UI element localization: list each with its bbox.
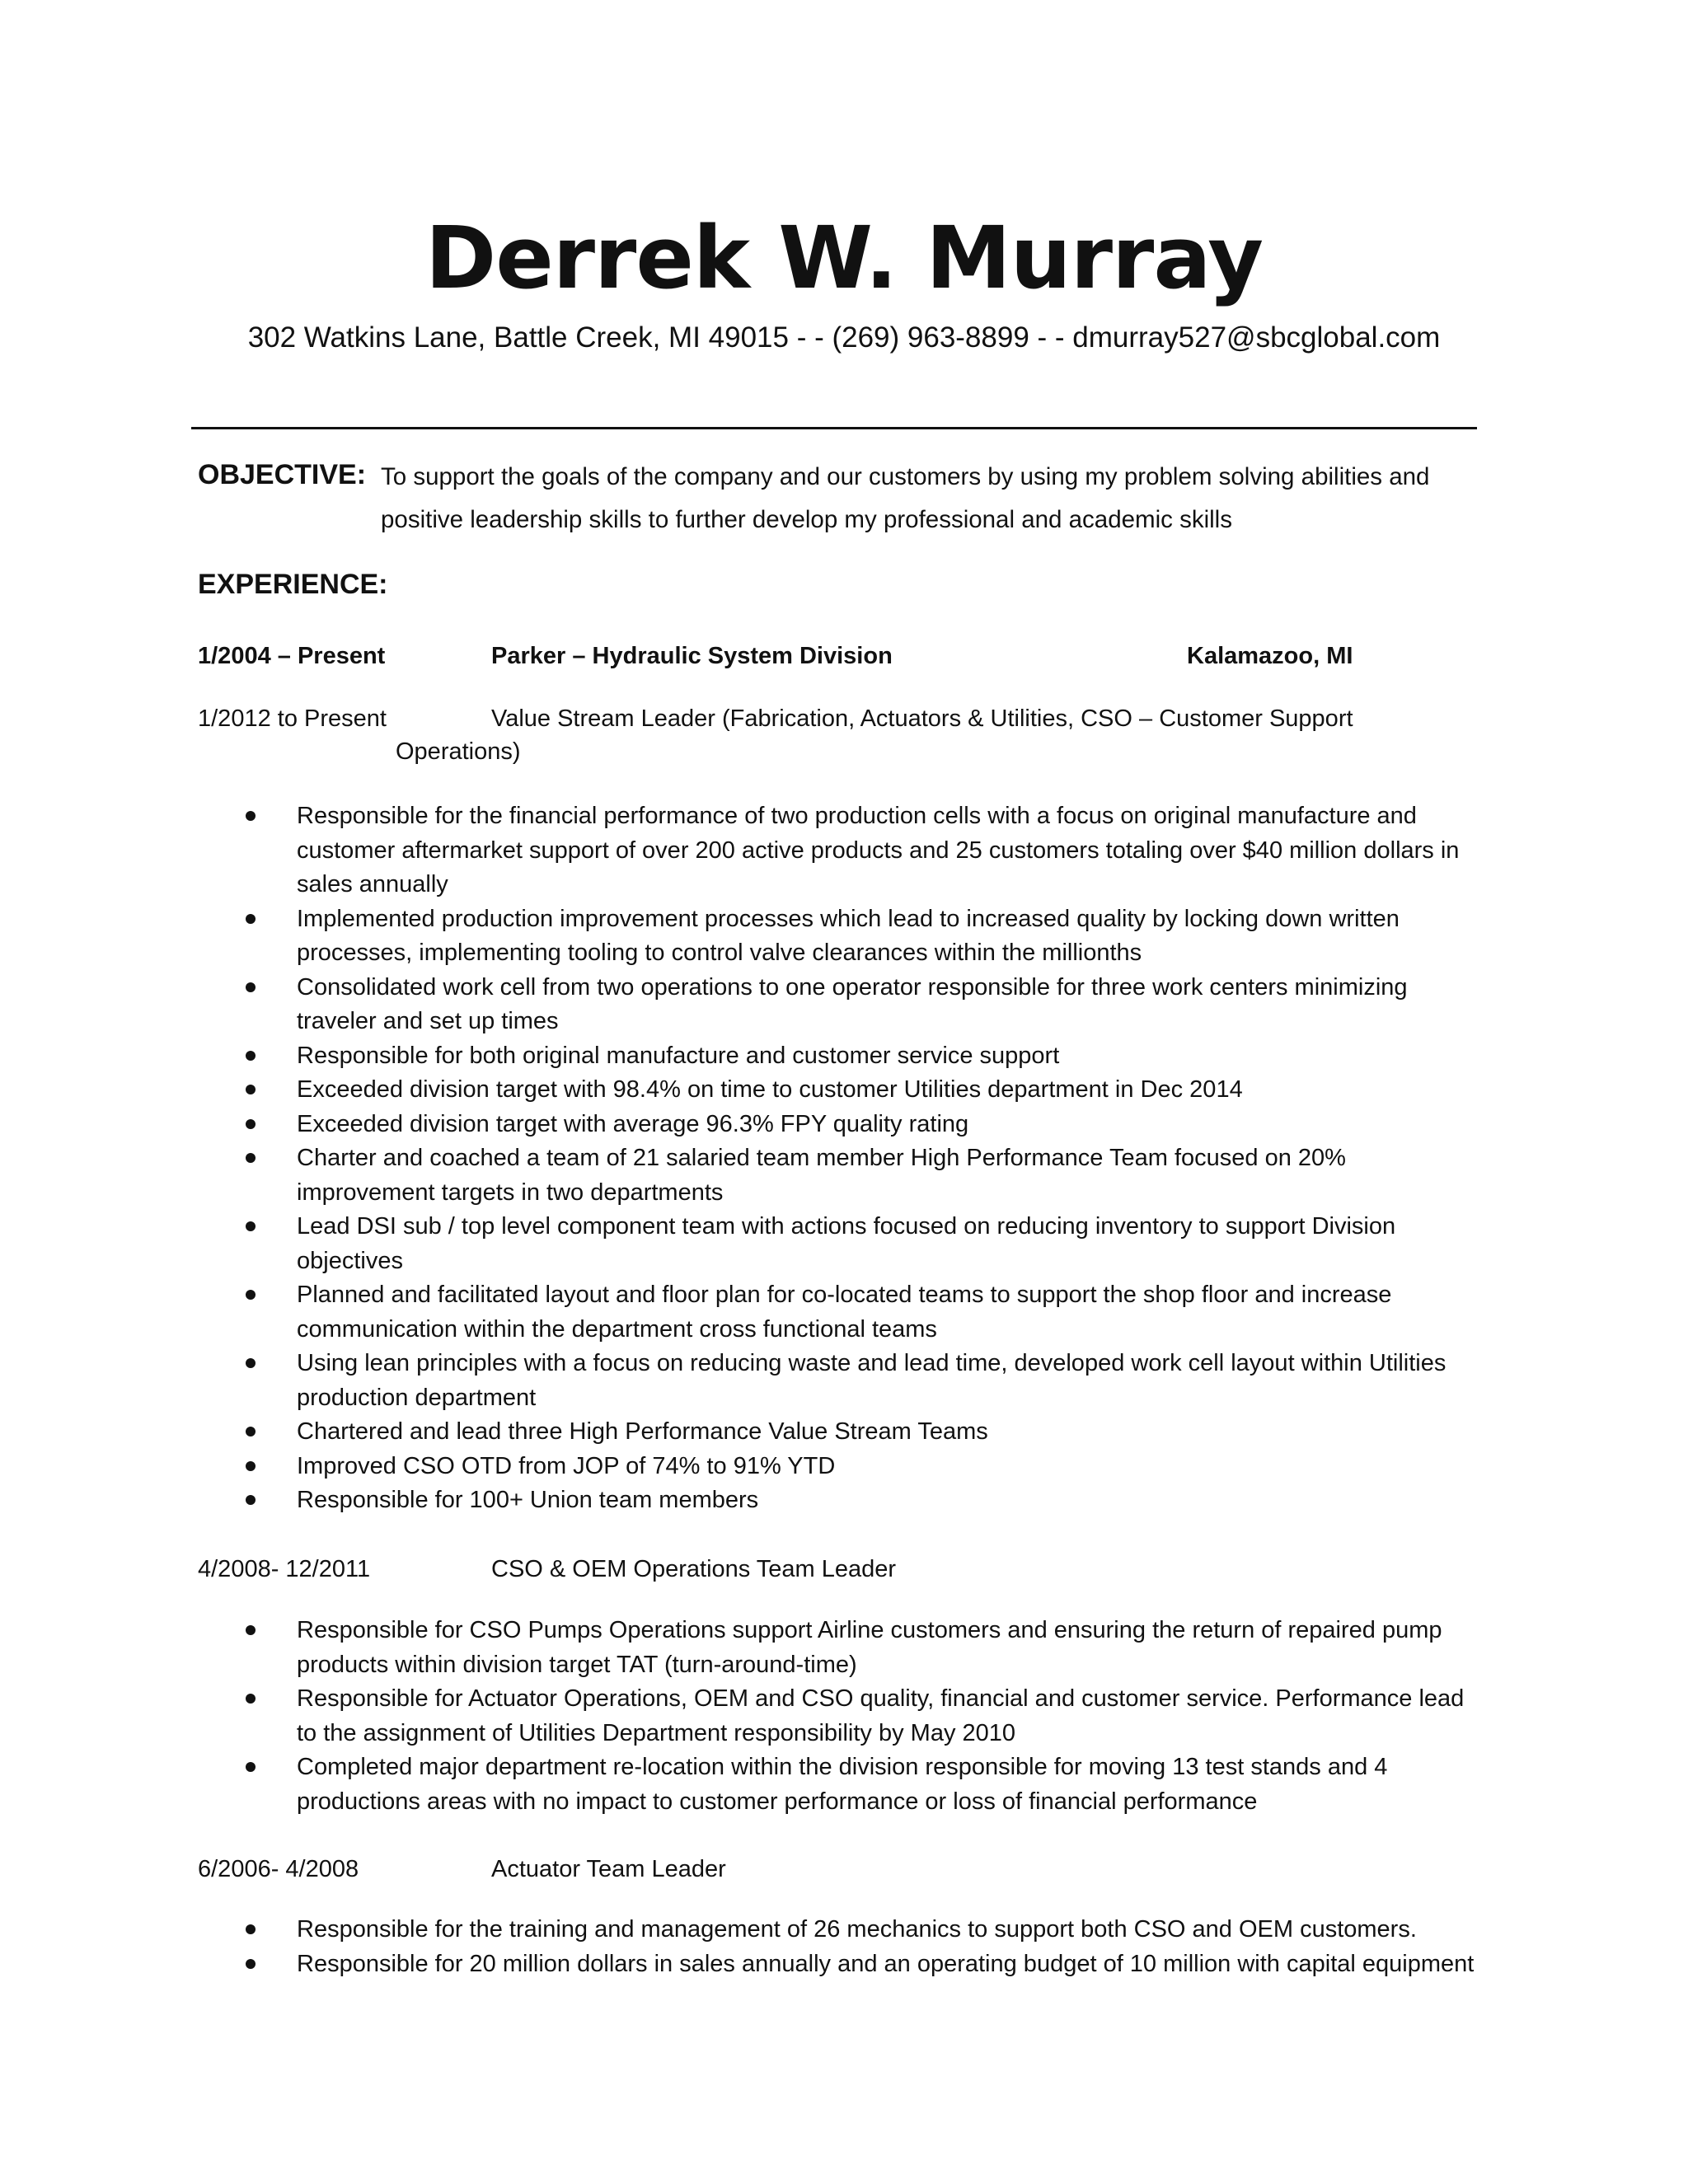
role-2-duties: [198, 1614, 1484, 1819]
role-title: Actuator Team Leader: [491, 1856, 726, 1882]
bullet-icon: [246, 1358, 256, 1368]
role-dates: 1/2012 to Present: [198, 705, 387, 732]
role-title: Value Stream Leader (Fabrication, Actuators & Utilities, CSO – Customer Support: [491, 705, 1353, 732]
list-item: Responsible for 20 million dollars in sales annually and an operating budget of 10 million with capital equipment: [198, 1947, 1484, 1982]
bullet-icon: [246, 1290, 256, 1300]
list-item: Responsible for the financial performance of two production cells with a focus on original manufacture and customer aftermarket support of over 200 active products and 25 customers totaling over $40 million dollars in sales annually: [198, 799, 1484, 902]
header-divider: [191, 427, 1477, 429]
role-dates: 6/2006- 4/2008: [198, 1856, 359, 1882]
role-1-duties: [198, 799, 1484, 1518]
bullet-icon: [246, 1959, 256, 1969]
role-title-continued: Operations): [396, 738, 521, 765]
candidate-name: Derrek W. Murray: [424, 208, 1264, 308]
list-item: Planned and facilitated layout and floor plan for co-located teams to support the shop floor and increase communication within the department cross functional teams: [198, 1278, 1484, 1347]
objective-line-1: To support the goals of the company and our customers by using my problem solving abilities and: [381, 463, 1430, 490]
list-item: Improved CSO OTD from JOP of 74% to 91% YTD: [198, 1450, 1484, 1484]
list-item: Responsible for the training and management of 26 mechanics to support both CSO and OEM customers.: [198, 1913, 1484, 1947]
list-item: Exceeded division target with average 96.3% FPY quality rating: [198, 1108, 1484, 1142]
role-3-duties: [198, 1913, 1484, 1981]
list-item: Responsible for 100+ Union team members: [198, 1483, 1484, 1518]
list-item: Responsible for CSO Pumps Operations support Airline customers and ensuring the return of repaired pump products within division target TAT (turn-around-time): [198, 1614, 1484, 1682]
list-item: Using lean principles with a focus on reducing waste and lead time, developed work cell layout within Utilities production department: [198, 1347, 1484, 1415]
employer-location: Kalamazoo, MI: [1187, 643, 1353, 669]
bullet-icon: [246, 1153, 256, 1163]
list-item: Chartered and lead three High Performance Value Stream Teams: [198, 1415, 1484, 1450]
experience-heading: EXPERIENCE:: [198, 569, 388, 600]
bullet-icon: [246, 1119, 256, 1129]
bullet-icon: [246, 914, 256, 924]
bullet-icon: [246, 1461, 256, 1471]
bullet-icon: [246, 1051, 256, 1061]
list-item: Implemented production improvement processes which lead to increased quality by locking down written processes, implementing tooling to control valve clearances within the millionths: [198, 902, 1484, 971]
list-item: Lead DSI sub / top level component team with actions focused on reducing inventory to support Division objectives: [198, 1210, 1484, 1278]
role-dates: 4/2008- 12/2011: [198, 1556, 371, 1582]
contact-line: 302 Watkins Lane, Battle Creek, MI 49015 - - (269) 963-8899 - - dmurray527@sbcglobal.com: [247, 321, 1441, 354]
employer-dates: 1/2004 – Present: [198, 643, 386, 669]
list-item: Responsible for both original manufacture and customer service support: [198, 1039, 1484, 1074]
bullet-icon: [246, 1625, 256, 1635]
bullet-icon: [246, 1762, 256, 1772]
list-item: Completed major department re-location within the division responsible for moving 13 test stands and 4 productions areas with no impact to customer performance or loss of financial performance: [198, 1750, 1484, 1819]
objective-heading: OBJECTIVE:: [198, 459, 367, 490]
list-item: Consolidated work cell from two operations to one operator responsible for three work centers minimizing traveler and set up times: [198, 971, 1484, 1039]
employer-company: Parker – Hydraulic System Division: [491, 643, 893, 669]
bullet-icon: [246, 1085, 256, 1094]
bullet-icon: [246, 1694, 256, 1704]
bullet-icon: [246, 982, 256, 992]
bullet-icon: [246, 1221, 256, 1231]
bullet-icon: [246, 1495, 256, 1505]
list-item: Responsible for Actuator Operations, OEM and CSO quality, financial and customer service. Performance lead to the assignment of Utilities Department responsibility by May 2010: [198, 1682, 1484, 1750]
role-title: CSO & OEM Operations Team Leader: [491, 1556, 897, 1582]
objective-line-2: positive leadership skills to further develop my professional and academic skills: [381, 506, 1232, 533]
list-item: Charter and coached a team of 21 salaried team member High Performance Team focused on 20% improvement targets in two departments: [198, 1141, 1484, 1210]
list-item: Exceeded division target with 98.4% on time to customer Utilities department in Dec 2014: [198, 1073, 1484, 1108]
objective-text: [381, 456, 1485, 541]
bullet-icon: [246, 1924, 256, 1934]
bullet-icon: [246, 811, 256, 821]
bullet-icon: [246, 1427, 256, 1436]
